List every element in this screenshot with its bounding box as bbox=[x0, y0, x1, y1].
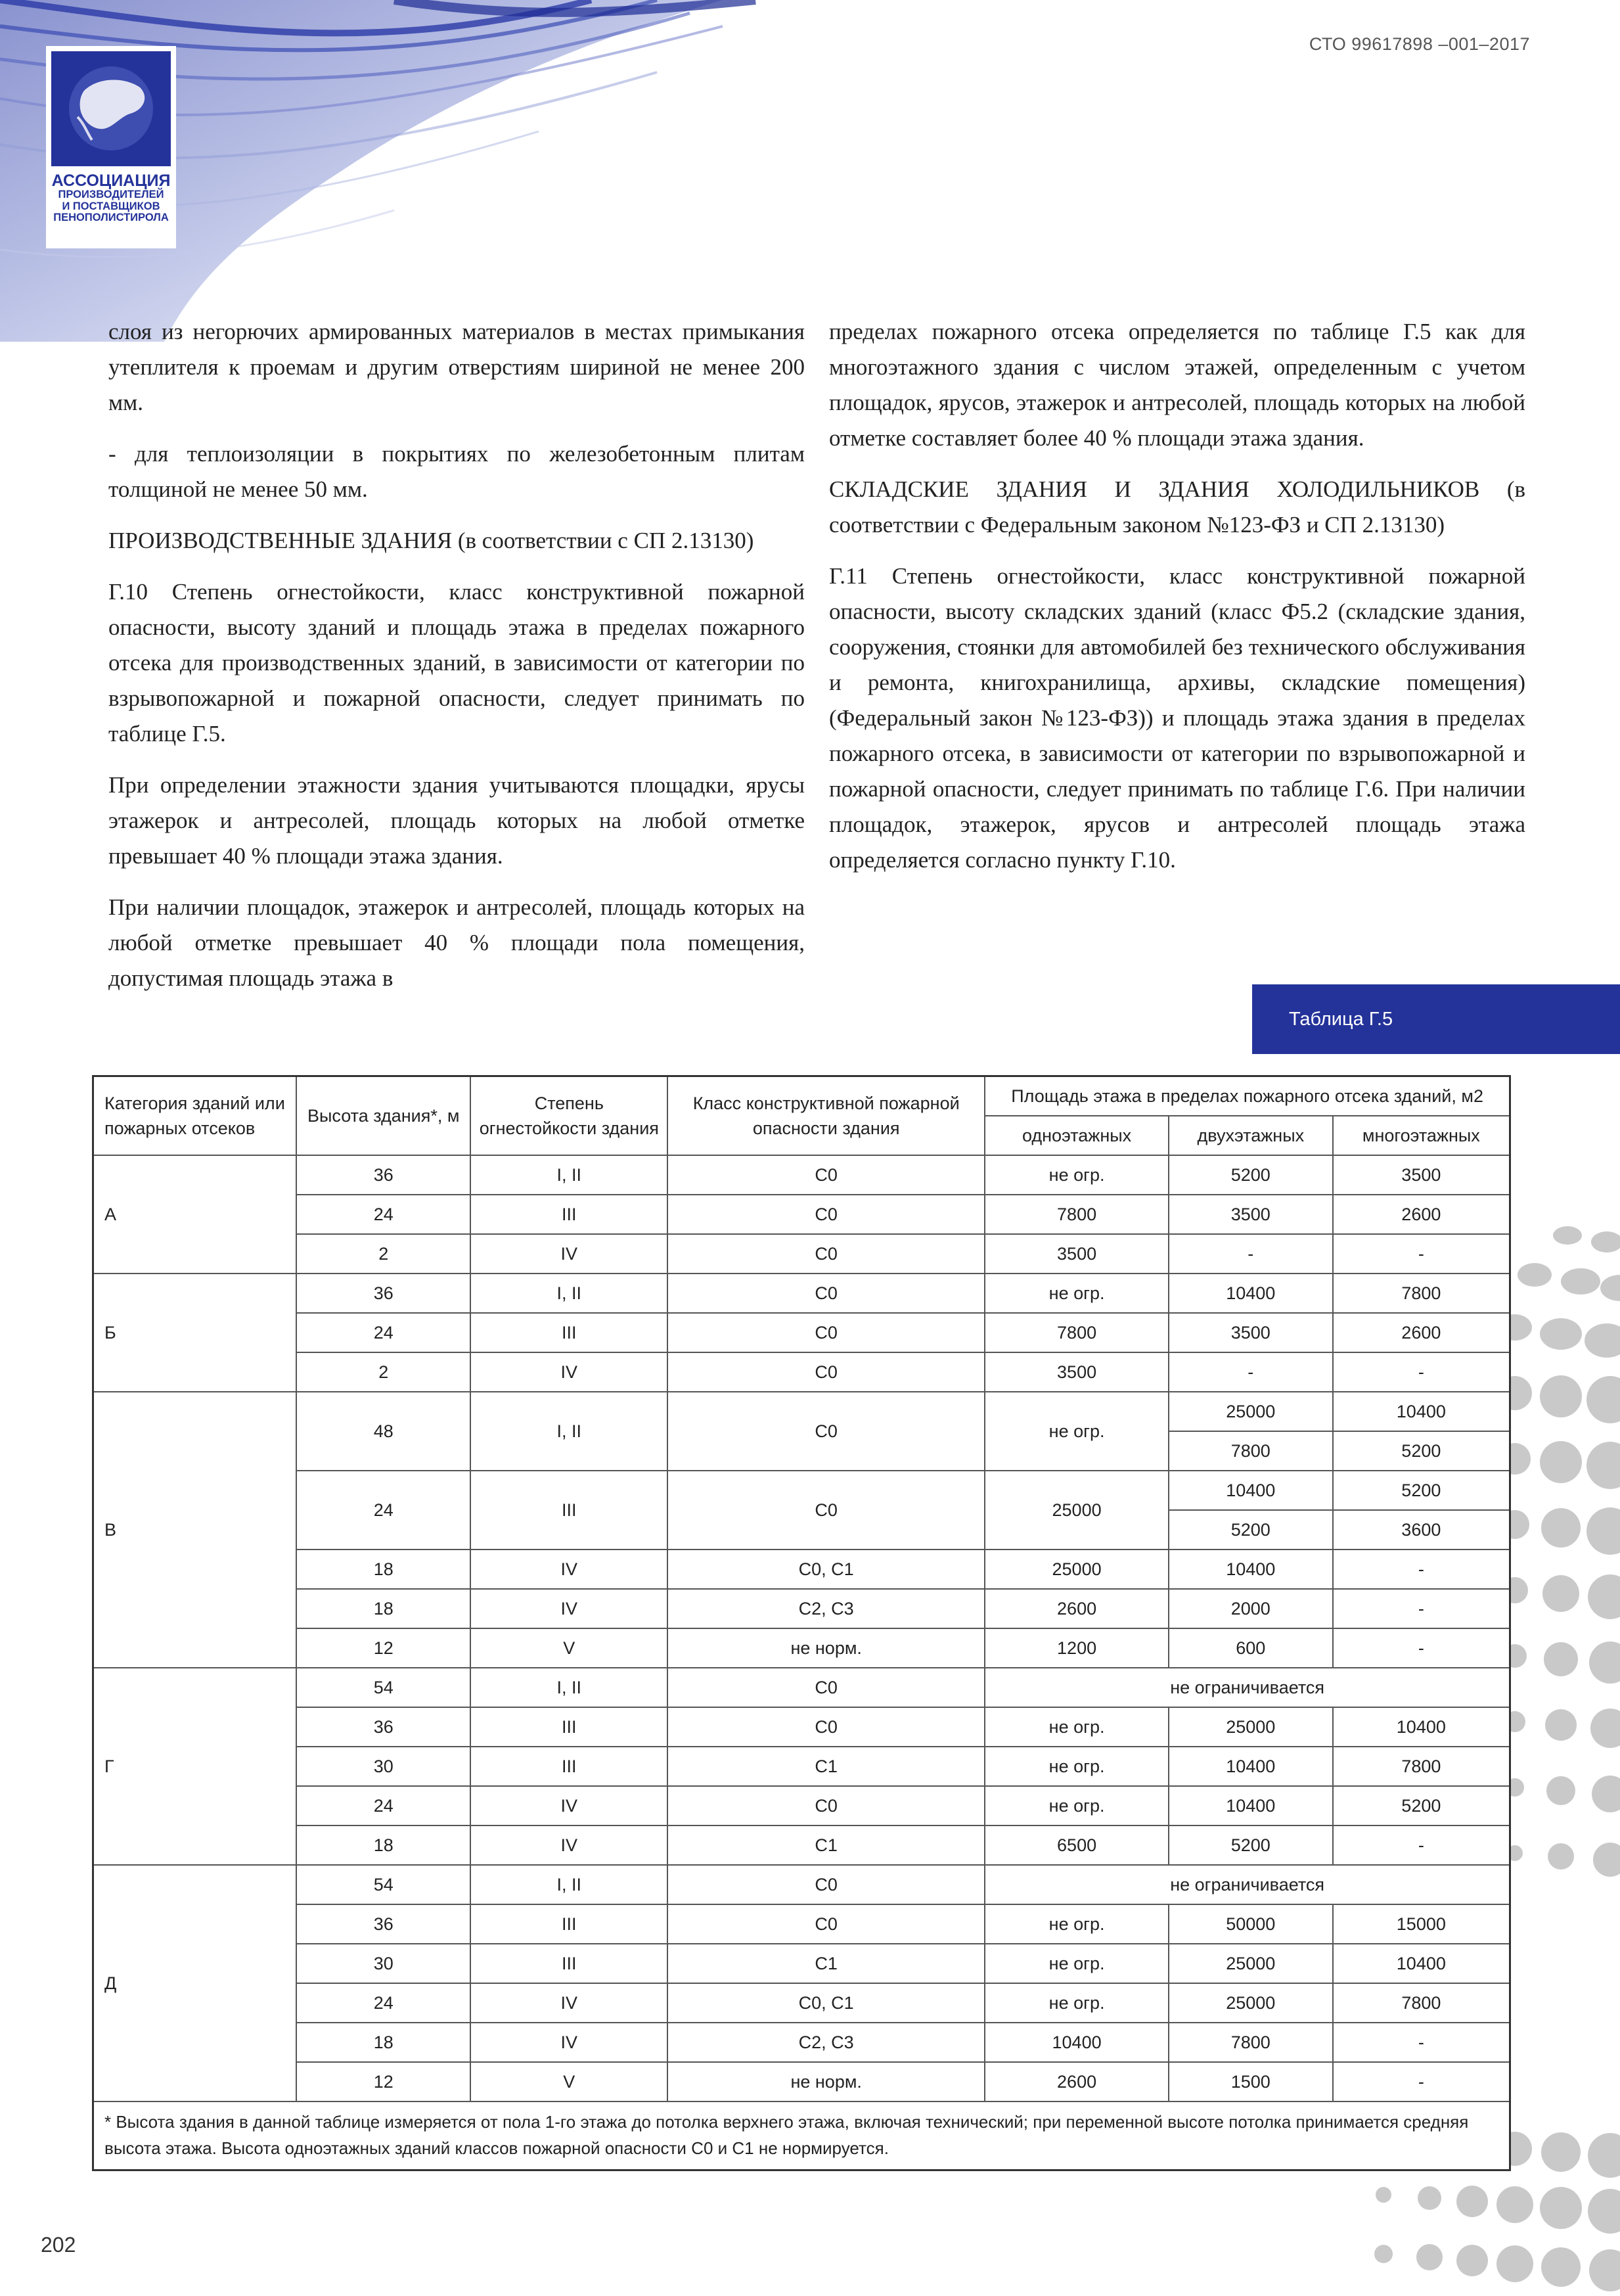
cell-fire-resistance: I, II bbox=[470, 1668, 667, 1707]
cell-one-storey: 2600 bbox=[985, 1589, 1169, 1628]
cell-construction-class: С0 bbox=[667, 1707, 985, 1747]
logo-text: АССОЦИАЦИЯ ПРОИЗВОДИТЕЛЕЙ И ПОСТАВЩИКОВ ПЕНОПОЛИСТИРОЛА bbox=[51, 172, 171, 223]
cell-one-storey: 3500 bbox=[985, 1352, 1169, 1392]
cell-one-storey: не огр. bbox=[985, 1944, 1169, 1983]
cell-construction-class: не норм. bbox=[667, 2062, 985, 2101]
cell-one-storey: 7800 bbox=[985, 1195, 1169, 1234]
cell-height: 48 bbox=[296, 1392, 471, 1471]
cell-construction-class: С0 bbox=[667, 1155, 985, 1195]
header-height: Высота здания*, м bbox=[296, 1076, 471, 1156]
cell-multi-storey: 10400 bbox=[1333, 1392, 1510, 1431]
table-header-row bbox=[93, 1076, 1510, 1116]
cell-multi-storey: 10400 bbox=[1333, 1944, 1510, 1983]
category-cell: Д bbox=[93, 1865, 296, 2101]
cell-area-unlimited: не ограничивается bbox=[985, 1865, 1510, 1904]
cell-fire-resistance: IV bbox=[470, 1825, 667, 1865]
cell-two-storey: 2000 bbox=[1169, 1589, 1333, 1628]
paragraph: При наличии площадок, этажерок и антресолей, площадь которых на любой отметке превышает 40 % площади пола помещения, допустимая площадь этажа в bbox=[108, 894, 805, 991]
table-footnote: * Высота здания в данной таблице измеряется от пола 1-го этажа до потолка верхнего этажа, включая технический; при переменной высоте потолка принимается средняя высота этажа. Высота одноэтажных зданий классов пожарной опасности С0 и С1 не нормируется. bbox=[93, 2101, 1510, 2170]
cell-one-storey: не огр. bbox=[985, 1274, 1169, 1313]
table-row bbox=[93, 1865, 1510, 1904]
cell-fire-resistance: III bbox=[470, 1904, 667, 1944]
cell-height: 24 bbox=[296, 1983, 471, 2023]
cell-height: 18 bbox=[296, 1589, 471, 1628]
cell-multi-storey: 7800 bbox=[1333, 1274, 1510, 1313]
cell-fire-resistance: I, II bbox=[470, 1155, 667, 1195]
table-row bbox=[93, 1747, 1510, 1786]
cell-construction-class: С1 bbox=[667, 1825, 985, 1865]
cell-height: 2 bbox=[296, 1234, 471, 1274]
cell-construction-class: С0, С1 bbox=[667, 1983, 985, 2023]
cell-fire-resistance: V bbox=[470, 2062, 667, 2101]
cell-two-storey: 25000 bbox=[1169, 1983, 1333, 2023]
cell-multi-storey: 5200 bbox=[1333, 1431, 1510, 1471]
cell-height: 30 bbox=[296, 1747, 471, 1786]
cell-fire-resistance: III bbox=[470, 1747, 667, 1786]
cell-multi-storey: - bbox=[1333, 1825, 1510, 1865]
paragraph: слоя из негорючих армированных материалов в местах примыкания утеплителя к проемам и другим отверстиям шириной не менее 200 мм. bbox=[108, 319, 805, 415]
cell-height: 30 bbox=[296, 1944, 471, 1983]
cell-fire-resistance: III bbox=[470, 1195, 667, 1234]
left-text-column bbox=[108, 314, 805, 1012]
cell-one-storey: не огр. bbox=[985, 1904, 1169, 1944]
table-row bbox=[93, 1668, 1510, 1707]
cell-two-storey: 7800 bbox=[1169, 2023, 1333, 2062]
cell-height: 2 bbox=[296, 1352, 471, 1392]
cell-two-storey: 10400 bbox=[1169, 1786, 1333, 1825]
cell-height: 24 bbox=[296, 1195, 471, 1234]
cell-construction-class: С0 bbox=[667, 1195, 985, 1234]
cell-construction-class: С1 bbox=[667, 1747, 985, 1786]
cell-height: 18 bbox=[296, 2023, 471, 2062]
cell-height: 36 bbox=[296, 1707, 471, 1747]
cell-height: 54 bbox=[296, 1865, 471, 1904]
table-row bbox=[93, 1352, 1510, 1392]
cell-fire-resistance: IV bbox=[470, 1234, 667, 1274]
cell-fire-resistance: V bbox=[470, 1628, 667, 1668]
cell-construction-class: С2, С3 bbox=[667, 1589, 985, 1628]
cell-two-storey: 10400 bbox=[1169, 1747, 1333, 1786]
cell-height: 12 bbox=[296, 1628, 471, 1668]
paragraph: Г.10 Степень огнестойкости, класс конструктивной пожарной опасности, высоту зданий и площадь этажа в пределах пожарного отсека для производственных зданий, в зависимости от категории по взрывопожарной и пожарной опасности, следует принимать по таблице Г.5. bbox=[108, 579, 805, 746]
cell-construction-class: С0 bbox=[667, 1352, 985, 1392]
table-row bbox=[93, 1786, 1510, 1825]
cell-fire-resistance: IV bbox=[470, 1983, 667, 2023]
cell-one-storey: не огр. bbox=[985, 1155, 1169, 1195]
cell-multi-storey: 2600 bbox=[1333, 1195, 1510, 1234]
cell-two-storey: 5200 bbox=[1169, 1510, 1333, 1550]
cell-construction-class: С2, С3 bbox=[667, 2023, 985, 2062]
cell-multi-storey: 10400 bbox=[1333, 1707, 1510, 1747]
category-cell: В bbox=[93, 1392, 296, 1668]
document-code: СТО 99617898 –001–2017 bbox=[1309, 34, 1530, 54]
paragraph: При определении этажности здания учитываются площадки, ярусы этажерок и антресолей, площадь которых на любой отметке превышает 40 % площади этажа здания. bbox=[108, 772, 805, 869]
table-footnote-row bbox=[93, 2101, 1510, 2170]
cell-two-storey: 10400 bbox=[1169, 1550, 1333, 1589]
cell-multi-storey: 3600 bbox=[1333, 1510, 1510, 1550]
cell-two-storey: 3500 bbox=[1169, 1195, 1333, 1234]
cell-construction-class: С0 bbox=[667, 1274, 985, 1313]
cell-one-storey: не огр. bbox=[985, 1747, 1169, 1786]
table-row bbox=[93, 2062, 1510, 2101]
cell-height: 36 bbox=[296, 1274, 471, 1313]
table-row bbox=[93, 1983, 1510, 2023]
cell-construction-class: С0 bbox=[667, 1471, 985, 1550]
table-row bbox=[93, 1195, 1510, 1234]
cell-height: 18 bbox=[296, 1825, 471, 1865]
cell-construction-class: С0 bbox=[667, 1234, 985, 1274]
table-row bbox=[93, 1707, 1510, 1747]
cell-construction-class: С0 bbox=[667, 1865, 985, 1904]
cell-multi-storey: 2600 bbox=[1333, 1313, 1510, 1352]
table-row bbox=[93, 1589, 1510, 1628]
cell-multi-storey: 5200 bbox=[1333, 1786, 1510, 1825]
cell-multi-storey: 3500 bbox=[1333, 1155, 1510, 1195]
cell-multi-storey: 5200 bbox=[1333, 1471, 1510, 1510]
cell-one-storey: не огр. bbox=[985, 1983, 1169, 2023]
table-row bbox=[93, 1392, 1510, 1431]
cell-two-storey: - bbox=[1169, 1352, 1333, 1392]
header-one-storey: одноэтажных bbox=[985, 1116, 1169, 1155]
section-heading: СКЛАДСКИЕ ЗДАНИЯ И ЗДАНИЯ ХОЛОДИЛЬНИКОВ (в соответствии с Федеральным законом №123-ФЗ и СП 2.13130) bbox=[829, 476, 1525, 538]
right-text-column bbox=[829, 314, 1525, 894]
cell-two-storey: 10400 bbox=[1169, 1471, 1333, 1510]
table-row bbox=[93, 1155, 1510, 1195]
cell-height: 12 bbox=[296, 2062, 471, 2101]
cell-multi-storey: - bbox=[1333, 1550, 1510, 1589]
cell-one-storey: не огр. bbox=[985, 1392, 1169, 1471]
header-two-storey: двухэтажных bbox=[1169, 1116, 1333, 1155]
cell-one-storey: 3500 bbox=[985, 1234, 1169, 1274]
table-row bbox=[93, 1944, 1510, 1983]
cell-height: 18 bbox=[296, 1550, 471, 1589]
cell-one-storey: 10400 bbox=[985, 2023, 1169, 2062]
cell-one-storey: 2600 bbox=[985, 2062, 1169, 2101]
cell-multi-storey: - bbox=[1333, 2023, 1510, 2062]
cell-two-storey: 50000 bbox=[1169, 1904, 1333, 1944]
cell-two-storey: 3500 bbox=[1169, 1313, 1333, 1352]
cell-two-storey: 25000 bbox=[1169, 1707, 1333, 1747]
cell-two-storey: 600 bbox=[1169, 1628, 1333, 1668]
cell-multi-storey: - bbox=[1333, 1628, 1510, 1668]
cell-construction-class: не норм. bbox=[667, 1628, 985, 1668]
paragraph: - для теплоизоляции в покрытиях по железобетонным плитам толщиной не менее 50 мм. bbox=[108, 441, 805, 502]
table-row bbox=[93, 1904, 1510, 1944]
cell-height: 36 bbox=[296, 1904, 471, 1944]
cell-construction-class: С0 bbox=[667, 1313, 985, 1352]
table-row bbox=[93, 1234, 1510, 1274]
cell-two-storey: 7800 bbox=[1169, 1431, 1333, 1471]
association-logo bbox=[46, 46, 176, 248]
category-cell: А bbox=[93, 1155, 296, 1274]
cell-fire-resistance: IV bbox=[470, 1352, 667, 1392]
page-number: 202 bbox=[41, 2233, 76, 2257]
cell-fire-resistance: I, II bbox=[470, 1392, 667, 1471]
globe-emblem bbox=[51, 51, 171, 166]
cell-one-storey: 6500 bbox=[985, 1825, 1169, 1865]
cell-one-storey: не огр. bbox=[985, 1786, 1169, 1825]
cell-fire-resistance: IV bbox=[470, 1550, 667, 1589]
cell-multi-storey: - bbox=[1333, 1352, 1510, 1392]
cell-fire-resistance: I, II bbox=[470, 1274, 667, 1313]
header-category: Категория зданий или пожарных отсеков bbox=[93, 1076, 296, 1156]
category-cell: Г bbox=[93, 1668, 296, 1865]
globe-icon bbox=[51, 51, 171, 166]
cell-two-storey: 5200 bbox=[1169, 1155, 1333, 1195]
cell-height: 24 bbox=[296, 1471, 471, 1550]
fire-safety-table bbox=[92, 1075, 1511, 2171]
cell-height: 36 bbox=[296, 1155, 471, 1195]
cell-area-unlimited: не ограничивается bbox=[985, 1668, 1510, 1707]
table-label-badge: Таблица Г.5 bbox=[1252, 984, 1620, 1054]
table-row bbox=[93, 1628, 1510, 1668]
cell-two-storey: 10400 bbox=[1169, 1274, 1333, 1313]
cell-height: 24 bbox=[296, 1786, 471, 1825]
cell-construction-class: С0 bbox=[667, 1786, 985, 1825]
cell-two-storey: 1500 bbox=[1169, 2062, 1333, 2101]
cell-construction-class: С0, С1 bbox=[667, 1550, 985, 1589]
cell-multi-storey: - bbox=[1333, 1234, 1510, 1274]
cell-fire-resistance: III bbox=[470, 1707, 667, 1747]
cell-fire-resistance: IV bbox=[470, 1786, 667, 1825]
cell-fire-resistance: IV bbox=[470, 2023, 667, 2062]
section-heading: ПРОИЗВОДСТВЕННЫЕ ЗДАНИЯ (в соответствии с СП 2.13130) bbox=[108, 528, 754, 553]
cell-multi-storey: 7800 bbox=[1333, 1747, 1510, 1786]
category-cell: Б bbox=[93, 1274, 296, 1392]
paragraph: Г.11 Степень огнестойкости, класс конструктивной пожарной опасности, высоту складских зданий (класс Ф5.2 (складские здания, сооружения, стоянки для автомобилей без технического обслуживания и ремонта, книгохранилища, архивы, складские помещения) (Федеральный закон №123-ФЗ)) и площадь этажа здания в пределах пожарного отсека, в зависимости от категории по взрывопожарной и пожарной опасности, следует принимать по таблице Г.6. При наличии площадок, этажерок, ярусов и антресолей площадь этажа определяется согласно пункту Г.10. bbox=[829, 563, 1525, 873]
cell-multi-storey: - bbox=[1333, 1589, 1510, 1628]
table-row bbox=[93, 2023, 1510, 2062]
cell-two-storey: - bbox=[1169, 1234, 1333, 1274]
table-row bbox=[93, 1274, 1510, 1313]
paragraph: пределах пожарного отсека определяется по таблице Г.5 как для многоэтажного здания с числом этажей, определенным с учетом площадок, ярусов, этажерок и антресолей, площадь которых на любой отметке составляет более 40 % площади этажа здания. bbox=[829, 319, 1525, 451]
cell-construction-class: С0 bbox=[667, 1904, 985, 1944]
cell-two-storey: 5200 bbox=[1169, 1825, 1333, 1865]
cell-multi-storey: 15000 bbox=[1333, 1904, 1510, 1944]
cell-one-storey: 25000 bbox=[985, 1471, 1169, 1550]
table-row bbox=[93, 1825, 1510, 1865]
cell-two-storey: 25000 bbox=[1169, 1944, 1333, 1983]
cell-multi-storey: - bbox=[1333, 2062, 1510, 2101]
cell-two-storey: 25000 bbox=[1169, 1392, 1333, 1431]
cell-multi-storey: 7800 bbox=[1333, 1983, 1510, 2023]
table-row bbox=[93, 1471, 1510, 1510]
cell-height: 54 bbox=[296, 1668, 471, 1707]
cell-construction-class: С0 bbox=[667, 1392, 985, 1471]
header-construction-class: Класс конструктивной пожарной опасности здания bbox=[667, 1076, 985, 1156]
cell-one-storey: 1200 bbox=[985, 1628, 1169, 1668]
header-multi-storey: многоэтажных bbox=[1333, 1116, 1510, 1155]
cell-fire-resistance: IV bbox=[470, 1589, 667, 1628]
cell-one-storey: не огр. bbox=[985, 1707, 1169, 1747]
cell-fire-resistance: III bbox=[470, 1944, 667, 1983]
table-row bbox=[93, 1313, 1510, 1352]
header-area-group: Площадь этажа в пределах пожарного отсека зданий, м2 bbox=[985, 1076, 1510, 1116]
table-row bbox=[93, 1550, 1510, 1589]
cell-fire-resistance: III bbox=[470, 1471, 667, 1550]
cell-construction-class: С1 bbox=[667, 1944, 985, 1983]
cell-fire-resistance: III bbox=[470, 1313, 667, 1352]
header-fire-resistance: Степень огнестойкости здания bbox=[470, 1076, 667, 1156]
cell-construction-class: С0 bbox=[667, 1668, 985, 1707]
cell-height: 24 bbox=[296, 1313, 471, 1352]
cell-one-storey: 7800 bbox=[985, 1313, 1169, 1352]
cell-fire-resistance: I, II bbox=[470, 1865, 667, 1904]
cell-one-storey: 25000 bbox=[985, 1550, 1169, 1589]
